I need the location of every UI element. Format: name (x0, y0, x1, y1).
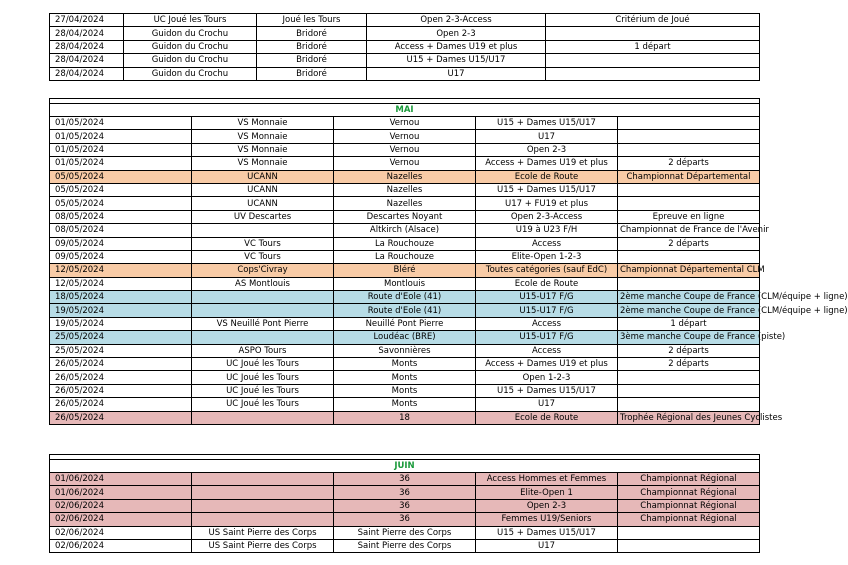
date-cell: 26/05/2024 (50, 384, 192, 397)
location-cell: La Rouchouze (334, 237, 476, 250)
date-cell: 01/05/2024 (50, 157, 192, 170)
note-cell (618, 384, 760, 397)
category-cell: Access (476, 344, 618, 357)
date-cell: 09/05/2024 (50, 237, 192, 250)
location-cell: Route d'Eole (41) (334, 291, 476, 304)
event-row (50, 250, 760, 263)
note-cell (618, 371, 760, 384)
category-cell: Toutes catégories (sauf EdC) (476, 264, 618, 277)
location-cell: Monts (334, 371, 476, 384)
event-row (50, 384, 760, 397)
note-cell (546, 27, 760, 40)
note-cell: Championnat Régional (618, 499, 760, 512)
club-cell: UC Joué les Tours (124, 14, 257, 27)
event-row (50, 486, 760, 499)
location-cell: Descartes Noyant (334, 210, 476, 223)
event-row (50, 183, 760, 196)
date-cell: 05/05/2024 (50, 170, 192, 183)
category-cell: Femmes U19/Seniors (476, 513, 618, 526)
june-rows (50, 455, 760, 553)
event-row (50, 499, 760, 512)
category-cell: U19 à U23 F/H (476, 224, 618, 237)
club-cell (192, 473, 334, 486)
note-cell: 2ème manche Coupe de France (CLM/équipe + ligne) (618, 291, 760, 304)
date-cell: 02/06/2024 (50, 526, 192, 539)
note-cell: Championnat de France de l'Avenir (618, 224, 760, 237)
category-cell: Access (476, 237, 618, 250)
location-cell: Nazelles (334, 183, 476, 196)
location-cell: 36 (334, 499, 476, 512)
location-cell: Saint Pierre des Corps (334, 526, 476, 539)
date-cell: 26/05/2024 (50, 358, 192, 371)
date-cell: 25/05/2024 (50, 331, 192, 344)
category-cell: U15 + Dames U15/U17 (476, 384, 618, 397)
date-cell: 27/04/2024 (50, 14, 124, 27)
event-row (50, 331, 760, 344)
june-table (49, 454, 760, 553)
location-cell: Bléré (334, 264, 476, 277)
category-cell: U17 (476, 130, 618, 143)
category-cell: U15 + Dames U15/U17 (476, 117, 618, 130)
location-cell: Vernou (334, 143, 476, 156)
location-cell: Neuillé Pont Pierre (334, 317, 476, 330)
club-cell (192, 411, 334, 424)
event-row (50, 304, 760, 317)
event-row (50, 291, 760, 304)
event-row (50, 170, 760, 183)
note-cell (546, 54, 760, 67)
date-cell: 08/05/2024 (50, 210, 192, 223)
club-cell: US Saint Pierre des Corps (192, 539, 334, 552)
event-row (50, 398, 760, 411)
club-cell: Guidon du Crochu (124, 40, 257, 53)
club-cell: UV Descartes (192, 210, 334, 223)
event-row (50, 143, 760, 156)
event-row (50, 54, 760, 67)
note-cell (618, 143, 760, 156)
date-cell: 01/05/2024 (50, 117, 192, 130)
category-cell: Open 2-3-Access (476, 210, 618, 223)
club-cell (192, 513, 334, 526)
date-cell: 28/04/2024 (50, 27, 124, 40)
date-cell: 05/05/2024 (50, 197, 192, 210)
category-cell: Ecole de Route (476, 411, 618, 424)
category-cell: Open 2-3 (476, 499, 618, 512)
event-row (50, 40, 760, 53)
location-cell: Bridoré (257, 40, 367, 53)
event-row (50, 117, 760, 130)
date-cell: 12/05/2024 (50, 264, 192, 277)
category-cell: U15-U17 F/G (476, 331, 618, 344)
event-row (50, 539, 760, 552)
category-cell: Open 2-3 (367, 27, 546, 40)
club-cell: VS Monnaie (192, 157, 334, 170)
category-cell: U17 (476, 539, 618, 552)
event-row (50, 358, 760, 371)
category-cell: Access + Dames U19 et plus (367, 40, 546, 53)
location-cell: Monts (334, 398, 476, 411)
location-cell: Vernou (334, 117, 476, 130)
event-row (50, 130, 760, 143)
location-cell: Route d'Eole (41) (334, 304, 476, 317)
date-cell: 01/06/2024 (50, 473, 192, 486)
date-cell: 09/05/2024 (50, 250, 192, 263)
club-cell (192, 331, 334, 344)
club-cell: UC Joué les Tours (192, 371, 334, 384)
event-row (50, 513, 760, 526)
club-cell: UCANN (192, 170, 334, 183)
club-cell: VS Monnaie (192, 117, 334, 130)
location-cell: Vernou (334, 130, 476, 143)
month-header-row (50, 104, 760, 117)
club-cell (192, 499, 334, 512)
month-header-row (50, 460, 760, 473)
date-cell: 25/05/2024 (50, 344, 192, 357)
location-cell: Bridoré (257, 67, 367, 80)
note-cell: 2 départs (618, 157, 760, 170)
month-title-mai: MAI (50, 104, 760, 117)
location-cell: 36 (334, 486, 476, 499)
club-cell: Guidon du Crochu (124, 67, 257, 80)
note-cell: 2ème manche Coupe de France (CLM/équipe + ligne) (618, 304, 760, 317)
date-cell: 08/05/2024 (50, 224, 192, 237)
note-cell (618, 277, 760, 290)
date-cell: 05/05/2024 (50, 183, 192, 196)
note-cell (546, 67, 760, 80)
note-cell (618, 539, 760, 552)
category-cell: Access + Dames U19 et plus (476, 358, 618, 371)
club-cell: UCANN (192, 183, 334, 196)
note-cell: 2 départs (618, 358, 760, 371)
date-cell: 12/05/2024 (50, 277, 192, 290)
note-cell: 3ème manche Coupe de France (piste) (618, 331, 760, 344)
note-cell (618, 398, 760, 411)
date-cell: 01/06/2024 (50, 486, 192, 499)
location-cell: 36 (334, 473, 476, 486)
date-cell: 28/04/2024 (50, 40, 124, 53)
club-cell: VC Tours (192, 250, 334, 263)
note-cell (618, 250, 760, 263)
date-cell: 01/05/2024 (50, 130, 192, 143)
may-table (49, 98, 848, 425)
club-cell: Guidon du Crochu (124, 54, 257, 67)
note-cell (618, 117, 760, 130)
note-cell (618, 183, 760, 196)
event-row (50, 27, 760, 40)
note-cell: Critérium de Joué (546, 14, 760, 27)
location-cell: Loudéac (BRE) (334, 331, 476, 344)
category-cell: U17 (367, 67, 546, 80)
club-cell: VS Monnaie (192, 130, 334, 143)
note-cell: Championnat Départemental (618, 170, 760, 183)
location-cell: Vernou (334, 157, 476, 170)
club-cell: ASPO Tours (192, 344, 334, 357)
event-row (50, 197, 760, 210)
event-row (50, 210, 760, 223)
month-title-juin: JUIN (50, 460, 760, 473)
date-cell: 26/05/2024 (50, 411, 192, 424)
date-cell: 19/05/2024 (50, 317, 192, 330)
location-cell: Bridoré (257, 27, 367, 40)
category-cell: Open 1-2-3 (476, 371, 618, 384)
event-row (50, 526, 760, 539)
location-cell: 36 (334, 513, 476, 526)
date-cell: 02/06/2024 (50, 513, 192, 526)
category-cell: Open 2-3 (476, 143, 618, 156)
event-row (50, 371, 760, 384)
club-cell (192, 486, 334, 499)
date-cell: 02/06/2024 (50, 539, 192, 552)
date-cell: 26/05/2024 (50, 371, 192, 384)
club-cell: UC Joué les Tours (192, 398, 334, 411)
location-cell: Altkirch (Alsace) (334, 224, 476, 237)
note-cell: Trophée Régional des Jeunes Cyclistes (618, 411, 760, 424)
category-cell: U17 (476, 398, 618, 411)
note-cell (618, 197, 760, 210)
category-cell: Elite-Open 1-2-3 (476, 250, 618, 263)
event-row (50, 317, 760, 330)
club-cell (192, 224, 334, 237)
may-rows (50, 99, 848, 425)
event-row (50, 277, 760, 290)
date-cell: 26/05/2024 (50, 398, 192, 411)
club-cell: US Saint Pierre des Corps (192, 526, 334, 539)
location-cell: La Rouchouze (334, 250, 476, 263)
note-cell: Championnat Départemental CLM (618, 264, 760, 277)
note-cell: Championnat Régional (618, 486, 760, 499)
category-cell: U15 + Dames U15/U17 (476, 183, 618, 196)
club-cell (192, 291, 334, 304)
category-cell: Elite-Open 1 (476, 486, 618, 499)
note-cell: 2 départs (618, 344, 760, 357)
category-cell: Access (476, 317, 618, 330)
date-cell: 01/05/2024 (50, 143, 192, 156)
date-cell: 28/04/2024 (50, 54, 124, 67)
note-cell: 1 départ (546, 40, 760, 53)
category-cell: Ecole de Route (476, 170, 618, 183)
category-cell: Access Hommes et Femmes (476, 473, 618, 486)
location-cell: Bridoré (257, 54, 367, 67)
category-cell: U15 + Dames U15/U17 (367, 54, 546, 67)
note-cell: Championnat Régional (618, 473, 760, 486)
location-cell: 18 (334, 411, 476, 424)
event-row (50, 411, 760, 424)
event-row (50, 344, 760, 357)
location-cell: Nazelles (334, 170, 476, 183)
club-cell: VS Monnaie (192, 143, 334, 156)
april-rows (50, 14, 760, 81)
location-cell: Nazelles (334, 197, 476, 210)
club-cell (192, 304, 334, 317)
date-cell: 02/06/2024 (50, 499, 192, 512)
date-cell: 28/04/2024 (50, 67, 124, 80)
note-cell (618, 526, 760, 539)
club-cell: UCANN (192, 197, 334, 210)
event-row (50, 157, 760, 170)
note-cell: Epreuve en ligne (618, 210, 760, 223)
event-row (50, 237, 760, 250)
club-cell: VC Tours (192, 237, 334, 250)
club-cell: UC Joué les Tours (192, 384, 334, 397)
category-cell: U15 + Dames U15/U17 (476, 526, 618, 539)
event-row (50, 473, 760, 486)
category-cell: U15-U17 F/G (476, 291, 618, 304)
category-cell: Ecole de Route (476, 277, 618, 290)
date-cell: 19/05/2024 (50, 304, 192, 317)
category-cell: U17 + FU19 et plus (476, 197, 618, 210)
date-cell: 18/05/2024 (50, 291, 192, 304)
event-row (50, 264, 760, 277)
location-cell: Montlouis (334, 277, 476, 290)
april-table (49, 13, 760, 81)
event-row (50, 67, 760, 80)
location-cell: Joué les Tours (257, 14, 367, 27)
club-cell: AS Montlouis (192, 277, 334, 290)
event-row (50, 224, 760, 237)
club-cell: Guidon du Crochu (124, 27, 257, 40)
location-cell: Monts (334, 358, 476, 371)
location-cell: Saint Pierre des Corps (334, 539, 476, 552)
category-cell: Access + Dames U19 et plus (476, 157, 618, 170)
club-cell: UC Joué les Tours (192, 358, 334, 371)
note-cell (618, 130, 760, 143)
note-cell: 2 départs (618, 237, 760, 250)
club-cell: VS Neuillé Pont Pierre (192, 317, 334, 330)
note-cell: 1 départ (618, 317, 760, 330)
location-cell: Monts (334, 384, 476, 397)
location-cell: Savonnières (334, 344, 476, 357)
category-cell: U15-U17 F/G (476, 304, 618, 317)
note-cell: Championnat Régional (618, 513, 760, 526)
event-row (50, 14, 760, 27)
club-cell: Cops'Civray (192, 264, 334, 277)
category-cell: Open 2-3-Access (367, 14, 546, 27)
